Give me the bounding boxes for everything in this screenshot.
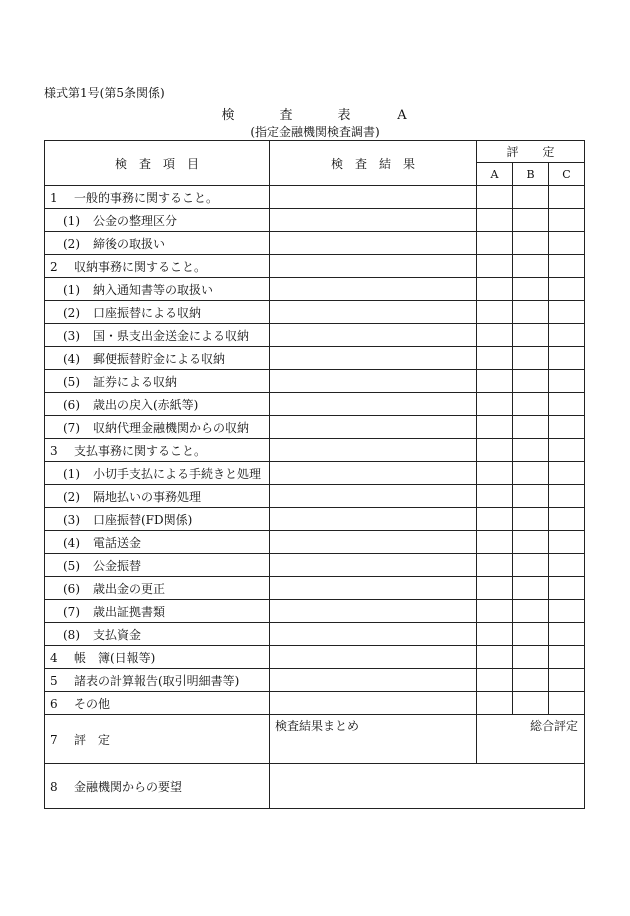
result-cell[interactable] <box>270 439 477 462</box>
item-label: 口座振替による収納 <box>93 305 202 320</box>
grade-cell-c[interactable] <box>549 370 585 393</box>
result-cell[interactable] <box>270 554 477 577</box>
item-number: (1) <box>63 282 80 297</box>
grade-cell-b[interactable] <box>513 301 549 324</box>
item-label: 納入通知書等の取扱い <box>93 282 214 297</box>
item-label: 歳出証拠書類 <box>93 604 166 619</box>
result-cell[interactable] <box>270 347 477 370</box>
grade-cell-a[interactable] <box>477 646 513 669</box>
item-cell <box>45 600 270 623</box>
item-cell <box>45 278 270 301</box>
grade-cell-c[interactable] <box>549 232 585 255</box>
grade-cell-b[interactable] <box>513 623 549 646</box>
result-cell[interactable] <box>270 278 477 301</box>
inspection-table <box>44 140 585 809</box>
request-row <box>45 764 585 809</box>
item-number: (6) <box>63 397 80 412</box>
grade-cell-a[interactable] <box>477 347 513 370</box>
grade-cell-c[interactable] <box>549 669 585 692</box>
header-grade-b: B <box>513 163 549 186</box>
table-row <box>45 393 585 416</box>
item-label: 歳出金の更正 <box>93 581 166 596</box>
item-label: 収納事務に関すること。 <box>74 259 207 274</box>
item-label: 口座振替(FD関係) <box>93 512 193 527</box>
grade-cell-c[interactable] <box>549 577 585 600</box>
item-label: 諸表の計算報告(取引明細書等) <box>74 673 240 688</box>
item-cell <box>45 646 270 669</box>
grade-cell-b[interactable] <box>513 669 549 692</box>
grade-cell-b[interactable] <box>513 462 549 485</box>
table-row <box>45 508 585 531</box>
grade-cell-b[interactable] <box>513 485 549 508</box>
grade-cell-b[interactable] <box>513 554 549 577</box>
item-number: (4) <box>63 535 80 550</box>
grade-cell-b[interactable] <box>513 255 549 278</box>
item-cell <box>45 209 270 232</box>
overall-grade-label: 総合評定 <box>530 719 579 733</box>
item-label: 隔地払いの事務処理 <box>93 489 202 504</box>
grade-cell-a[interactable] <box>477 577 513 600</box>
grade-cell-c[interactable] <box>549 186 585 209</box>
item-cell <box>45 255 270 278</box>
grade-cell-a[interactable] <box>477 623 513 646</box>
result-cell[interactable] <box>270 416 477 439</box>
grade-cell-a[interactable] <box>477 508 513 531</box>
result-summary-cell[interactable] <box>270 715 477 764</box>
item-label: 公金振替 <box>93 558 142 573</box>
title-char-2: 査 <box>279 108 293 123</box>
item-label: 締後の取扱い <box>93 236 166 251</box>
table-row <box>45 324 585 347</box>
item-number: (1) <box>63 213 80 228</box>
item-label: 国・県支出金送金による収納 <box>93 328 250 343</box>
grade-cell-b[interactable] <box>513 577 549 600</box>
grade-cell-b[interactable] <box>513 347 549 370</box>
title-suffix: A <box>397 108 407 123</box>
item-cell <box>45 439 270 462</box>
item-label: 支払資金 <box>93 627 142 642</box>
result-cell[interactable] <box>270 370 477 393</box>
grade-cell-c[interactable] <box>549 623 585 646</box>
item-cell <box>45 301 270 324</box>
result-cell[interactable] <box>270 508 477 531</box>
grade-cell-a[interactable] <box>477 531 513 554</box>
item-cell <box>45 577 270 600</box>
result-cell[interactable] <box>270 485 477 508</box>
item-label: 電話送金 <box>93 535 142 550</box>
item-number: 3 <box>50 443 58 458</box>
table-row <box>45 278 585 301</box>
item-cell <box>45 669 270 692</box>
item-cell <box>45 393 270 416</box>
grade-cell-b[interactable] <box>513 416 549 439</box>
grade-cell-b[interactable] <box>513 278 549 301</box>
item-label: 一般的事務に関すること。 <box>74 190 219 205</box>
result-cell[interactable] <box>270 393 477 416</box>
summary-number: 7 <box>50 732 58 747</box>
item-cell <box>45 623 270 646</box>
grade-cell-c[interactable] <box>549 393 585 416</box>
grade-cell-c[interactable] <box>549 416 585 439</box>
result-cell[interactable] <box>270 255 477 278</box>
grade-cell-c[interactable] <box>549 439 585 462</box>
grade-cell-c[interactable] <box>549 554 585 577</box>
grade-cell-c[interactable] <box>549 462 585 485</box>
item-number: (7) <box>63 604 80 619</box>
item-number: (8) <box>63 627 80 642</box>
item-cell <box>45 186 270 209</box>
table-row <box>45 646 585 669</box>
result-cell[interactable] <box>270 600 477 623</box>
table-row <box>45 439 585 462</box>
grade-cell-b[interactable] <box>513 370 549 393</box>
header-grade-a: A <box>477 163 513 186</box>
result-cell[interactable] <box>270 186 477 209</box>
header-grade: 評 定 <box>477 141 585 163</box>
grade-cell-a[interactable] <box>477 278 513 301</box>
overall-grade-cell[interactable] <box>477 715 585 764</box>
grade-cell-a[interactable] <box>477 554 513 577</box>
grade-cell-a[interactable] <box>477 232 513 255</box>
table-row <box>45 485 585 508</box>
item-cell <box>45 508 270 531</box>
item-cell <box>45 485 270 508</box>
header-item: 検 査 項 目 <box>45 141 270 186</box>
grade-cell-a[interactable] <box>477 255 513 278</box>
grade-cell-a[interactable] <box>477 393 513 416</box>
item-cell <box>45 324 270 347</box>
grade-cell-b[interactable] <box>513 646 549 669</box>
item-label: 歳出の戻入(赤紙等) <box>93 397 199 412</box>
summary-row <box>45 715 585 764</box>
header-grade-c: C <box>549 163 585 186</box>
item-number: 5 <box>50 673 58 688</box>
result-cell[interactable] <box>270 462 477 485</box>
grade-cell-c[interactable] <box>549 485 585 508</box>
grade-cell-c[interactable] <box>549 531 585 554</box>
document-title <box>0 104 630 123</box>
result-cell[interactable] <box>270 531 477 554</box>
header-result: 検 査 結 果 <box>270 141 477 186</box>
table-row <box>45 255 585 278</box>
item-number: (1) <box>63 466 80 481</box>
table-row <box>45 347 585 370</box>
item-number: (6) <box>63 581 80 596</box>
title-char-1: 検 <box>221 108 235 123</box>
result-summary-label: 検査結果まとめ <box>275 719 360 733</box>
request-content-cell[interactable] <box>270 764 585 809</box>
result-cell[interactable] <box>270 324 477 347</box>
grade-cell-b[interactable] <box>513 209 549 232</box>
grade-cell-a[interactable] <box>477 186 513 209</box>
item-number: 1 <box>50 190 58 205</box>
grade-cell-c[interactable] <box>549 209 585 232</box>
item-label: 収納代理金融機関からの収納 <box>93 420 250 435</box>
table-row <box>45 554 585 577</box>
table-row <box>45 462 585 485</box>
item-cell <box>45 554 270 577</box>
item-label: 支払事務に関すること。 <box>74 443 207 458</box>
grade-cell-a[interactable] <box>477 600 513 623</box>
grade-cell-a[interactable] <box>477 416 513 439</box>
grade-cell-a[interactable] <box>477 485 513 508</box>
table-row <box>45 186 585 209</box>
grade-cell-c[interactable] <box>549 255 585 278</box>
item-cell <box>45 416 270 439</box>
item-number: (4) <box>63 351 80 366</box>
summary-label-cell <box>45 715 270 764</box>
table-row <box>45 600 585 623</box>
item-label: 郵便振替貯金による収納 <box>93 351 226 366</box>
grade-cell-c[interactable] <box>549 324 585 347</box>
request-label-cell <box>45 764 270 809</box>
item-number: (2) <box>63 489 80 504</box>
item-number: (2) <box>63 305 80 320</box>
table-row <box>45 692 585 715</box>
item-number: (7) <box>63 420 80 435</box>
item-number: (2) <box>63 236 80 251</box>
grade-cell-c[interactable] <box>549 646 585 669</box>
table-row <box>45 531 585 554</box>
item-number: (5) <box>63 558 80 573</box>
table-row <box>45 669 585 692</box>
grade-cell-c[interactable] <box>549 347 585 370</box>
grade-cell-b[interactable] <box>513 531 549 554</box>
result-cell[interactable] <box>270 301 477 324</box>
result-cell[interactable] <box>270 209 477 232</box>
table-row <box>45 232 585 255</box>
grade-cell-a[interactable] <box>477 209 513 232</box>
grade-cell-b[interactable] <box>513 186 549 209</box>
grade-cell-b[interactable] <box>513 692 549 715</box>
header-row <box>45 141 585 163</box>
item-label: 公金の整理区分 <box>93 213 178 228</box>
grade-cell-b[interactable] <box>513 324 549 347</box>
table-row <box>45 370 585 393</box>
grade-cell-b[interactable] <box>513 439 549 462</box>
result-cell[interactable] <box>270 577 477 600</box>
item-number: 6 <box>50 696 58 711</box>
grade-cell-a[interactable] <box>477 462 513 485</box>
item-number: (5) <box>63 374 80 389</box>
item-cell <box>45 232 270 255</box>
grade-cell-c[interactable] <box>549 600 585 623</box>
grade-cell-b[interactable] <box>513 393 549 416</box>
item-number: 4 <box>50 650 58 665</box>
item-cell <box>45 462 270 485</box>
item-label: その他 <box>74 696 111 711</box>
grade-cell-b[interactable] <box>513 600 549 623</box>
request-label: 金融機関からの要望 <box>74 779 183 794</box>
item-number: (3) <box>63 328 80 343</box>
item-cell <box>45 347 270 370</box>
item-label: 証券による収納 <box>93 374 178 389</box>
item-label: 帳 簿(日報等) <box>74 650 156 665</box>
item-number: 2 <box>50 259 58 274</box>
grade-cell-c[interactable] <box>549 278 585 301</box>
item-cell <box>45 370 270 393</box>
grade-cell-a[interactable] <box>477 669 513 692</box>
result-cell[interactable] <box>270 692 477 715</box>
table-row <box>45 209 585 232</box>
result-cell[interactable] <box>270 669 477 692</box>
grade-cell-c[interactable] <box>549 508 585 531</box>
item-label: 小切手支払による手続きと処理 <box>93 466 262 481</box>
grade-cell-a[interactable] <box>477 692 513 715</box>
grade-cell-c[interactable] <box>549 692 585 715</box>
item-cell <box>45 692 270 715</box>
grade-cell-a[interactable] <box>477 324 513 347</box>
grade-cell-a[interactable] <box>477 301 513 324</box>
result-cell[interactable] <box>270 646 477 669</box>
item-number: (3) <box>63 512 80 527</box>
item-cell <box>45 531 270 554</box>
summary-label: 評 定 <box>74 732 111 747</box>
grade-cell-b[interactable] <box>513 232 549 255</box>
result-cell[interactable] <box>270 232 477 255</box>
request-number: 8 <box>50 779 58 794</box>
form-number-label: 様式第1号(第5条関係) <box>44 86 165 100</box>
title-char-3: 表 <box>337 108 351 123</box>
grade-cell-a[interactable] <box>477 439 513 462</box>
table-row <box>45 623 585 646</box>
result-cell[interactable] <box>270 623 477 646</box>
document-subtitle: (指定金融機関検査調書) <box>250 125 380 139</box>
grade-cell-b[interactable] <box>513 508 549 531</box>
grade-cell-a[interactable] <box>477 370 513 393</box>
grade-cell-c[interactable] <box>549 301 585 324</box>
table-row <box>45 577 585 600</box>
table-row <box>45 416 585 439</box>
table-row <box>45 301 585 324</box>
